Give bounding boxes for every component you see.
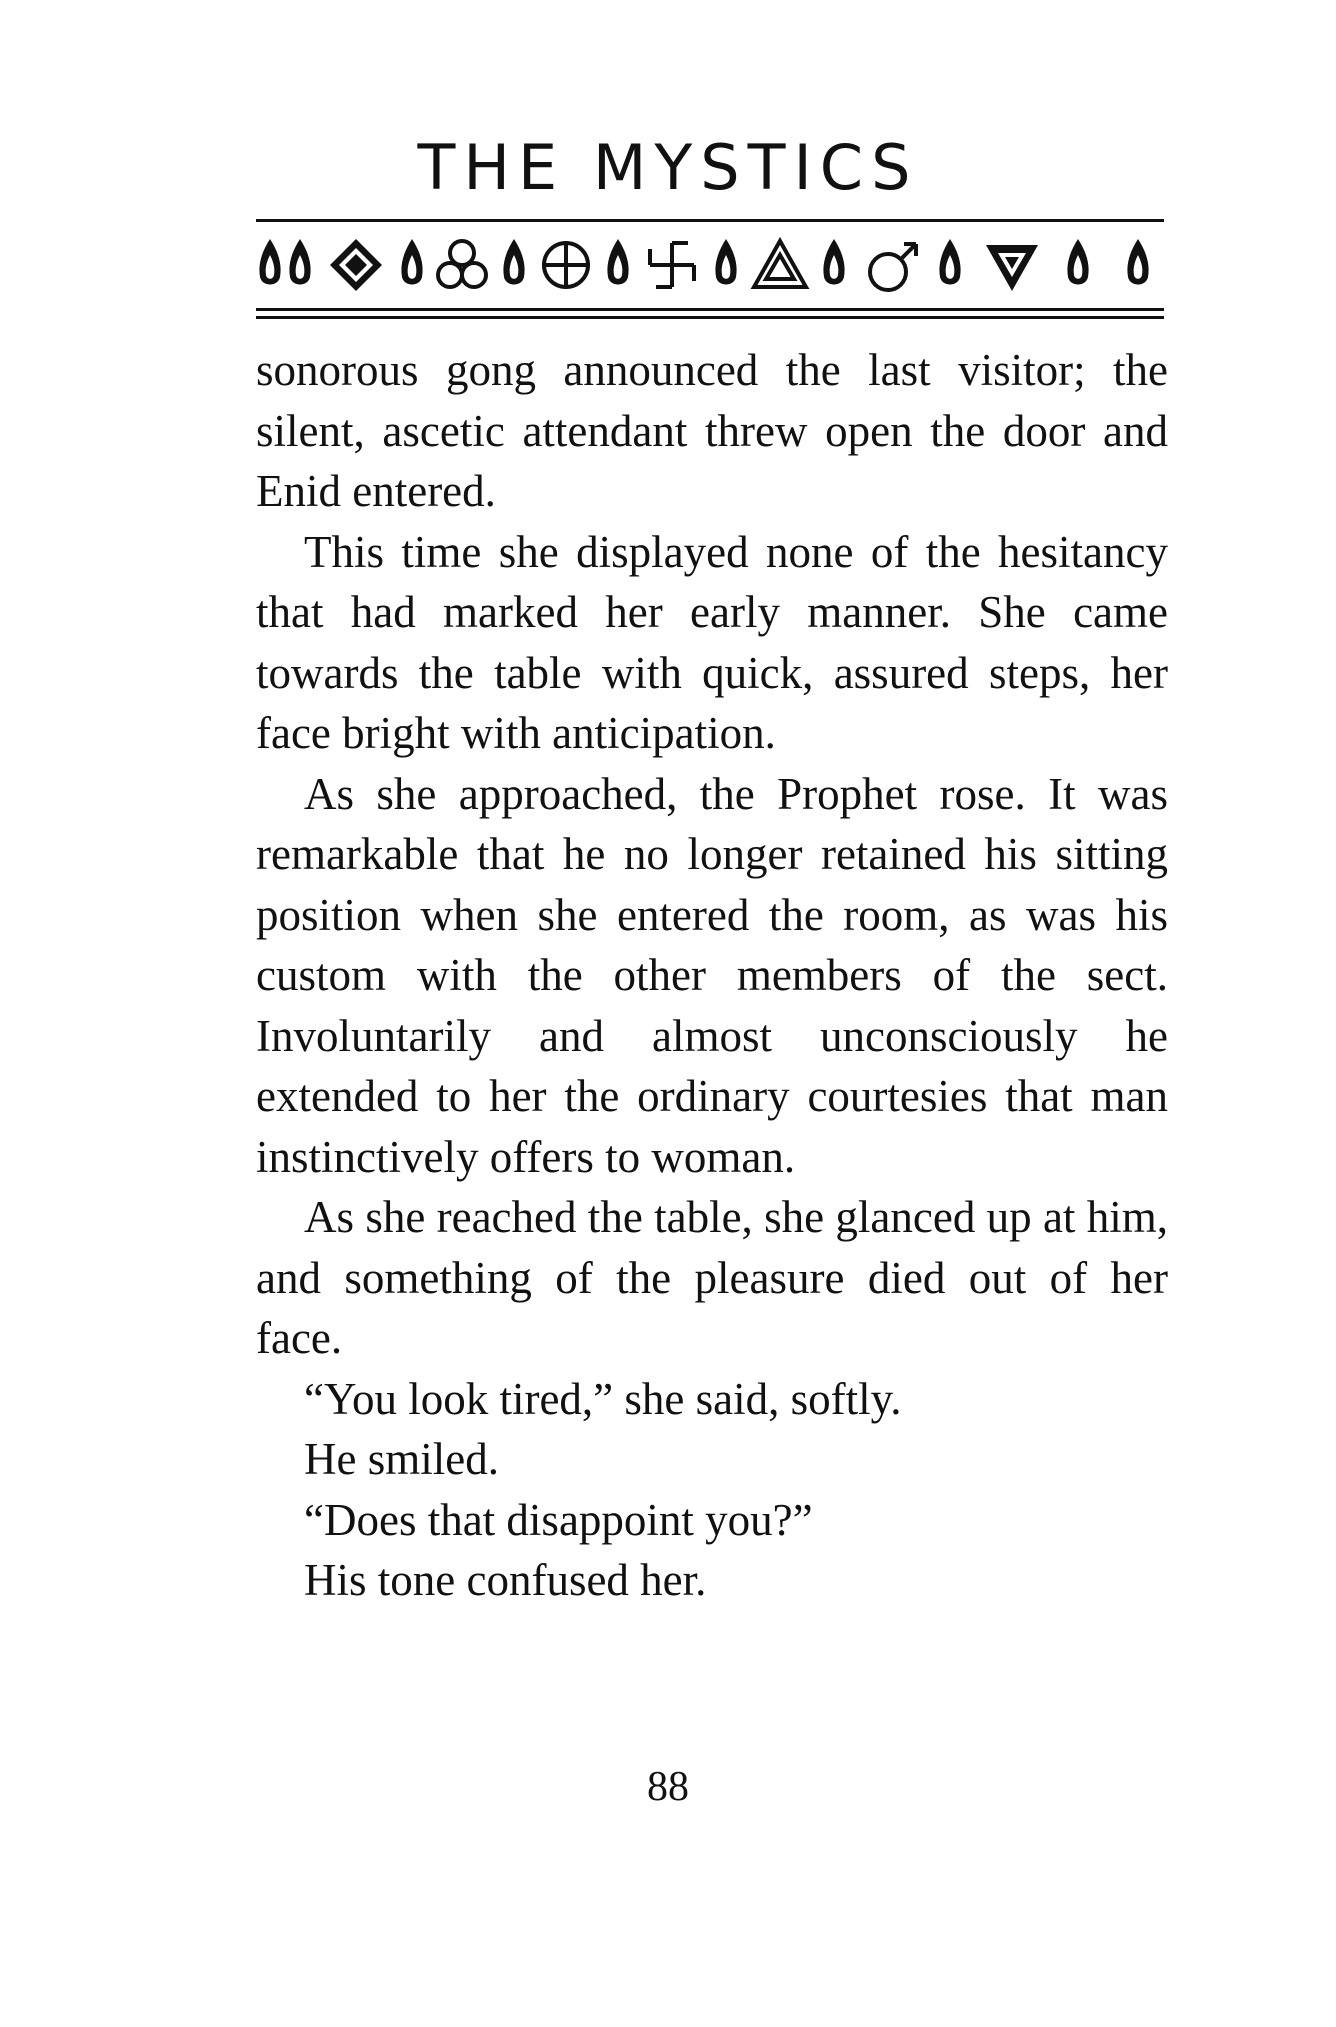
header-rule-top bbox=[256, 219, 1164, 222]
body-text bbox=[256, 340, 1168, 1611]
dialogue-line: “Does that disappoint you?” bbox=[304, 1494, 813, 1545]
flame-icon bbox=[259, 239, 280, 285]
flame-icon bbox=[939, 239, 960, 285]
mars-icon bbox=[870, 244, 916, 290]
flame-icon bbox=[1067, 239, 1088, 285]
swastika-icon bbox=[650, 243, 694, 287]
flame-icon bbox=[1127, 239, 1148, 285]
page-number: 88 bbox=[647, 1764, 689, 1810]
ornament-rule-upper bbox=[256, 308, 1164, 311]
paragraph: As she approached, the Prophet rose. It was remarkable that he no longer retained his sitting position when she entered the room, as was his custom with the other members of the sect. Involuntarily and almost unconsciously he extended to her the ordinary courtesies that man instinctively offers to woman. bbox=[256, 768, 1168, 1182]
dialogue-line: His tone confused her. bbox=[304, 1555, 707, 1605]
paragraph-continued: sonorous gong announced the last visitor; the silent, ascetic attendant threw open the door and Enid entered. bbox=[256, 345, 1168, 516]
ornament-rule-lower bbox=[256, 316, 1164, 319]
triangle-icon bbox=[754, 241, 806, 287]
dialogue-line: “You look tired,” she said, softly. bbox=[304, 1373, 902, 1424]
flame-icon bbox=[503, 239, 524, 285]
flame-icon bbox=[823, 239, 844, 285]
cross-circle-icon bbox=[544, 243, 588, 287]
knot-icon bbox=[438, 241, 486, 287]
shield-icon bbox=[986, 245, 1038, 291]
running-header-title: THE MYSTICS bbox=[417, 131, 919, 204]
flame-icon bbox=[715, 239, 736, 285]
flame-icon bbox=[401, 239, 422, 285]
ornament-band-svg bbox=[256, 232, 1164, 298]
dialogue-line: He smiled. bbox=[304, 1434, 499, 1484]
flame-icon bbox=[289, 239, 310, 285]
paragraph: This time she displayed none of the hesitancy that had marked her early manner. She came towards the table with quick, assured steps, her face bright with anticipation. bbox=[256, 526, 1168, 758]
diamond-icon bbox=[330, 239, 382, 291]
paragraph: As she reached the table, she glanced up at him, and something of the pleasure died out of her face. bbox=[256, 1192, 1168, 1363]
flame-icon bbox=[607, 239, 628, 285]
ornament-band bbox=[256, 232, 1164, 298]
